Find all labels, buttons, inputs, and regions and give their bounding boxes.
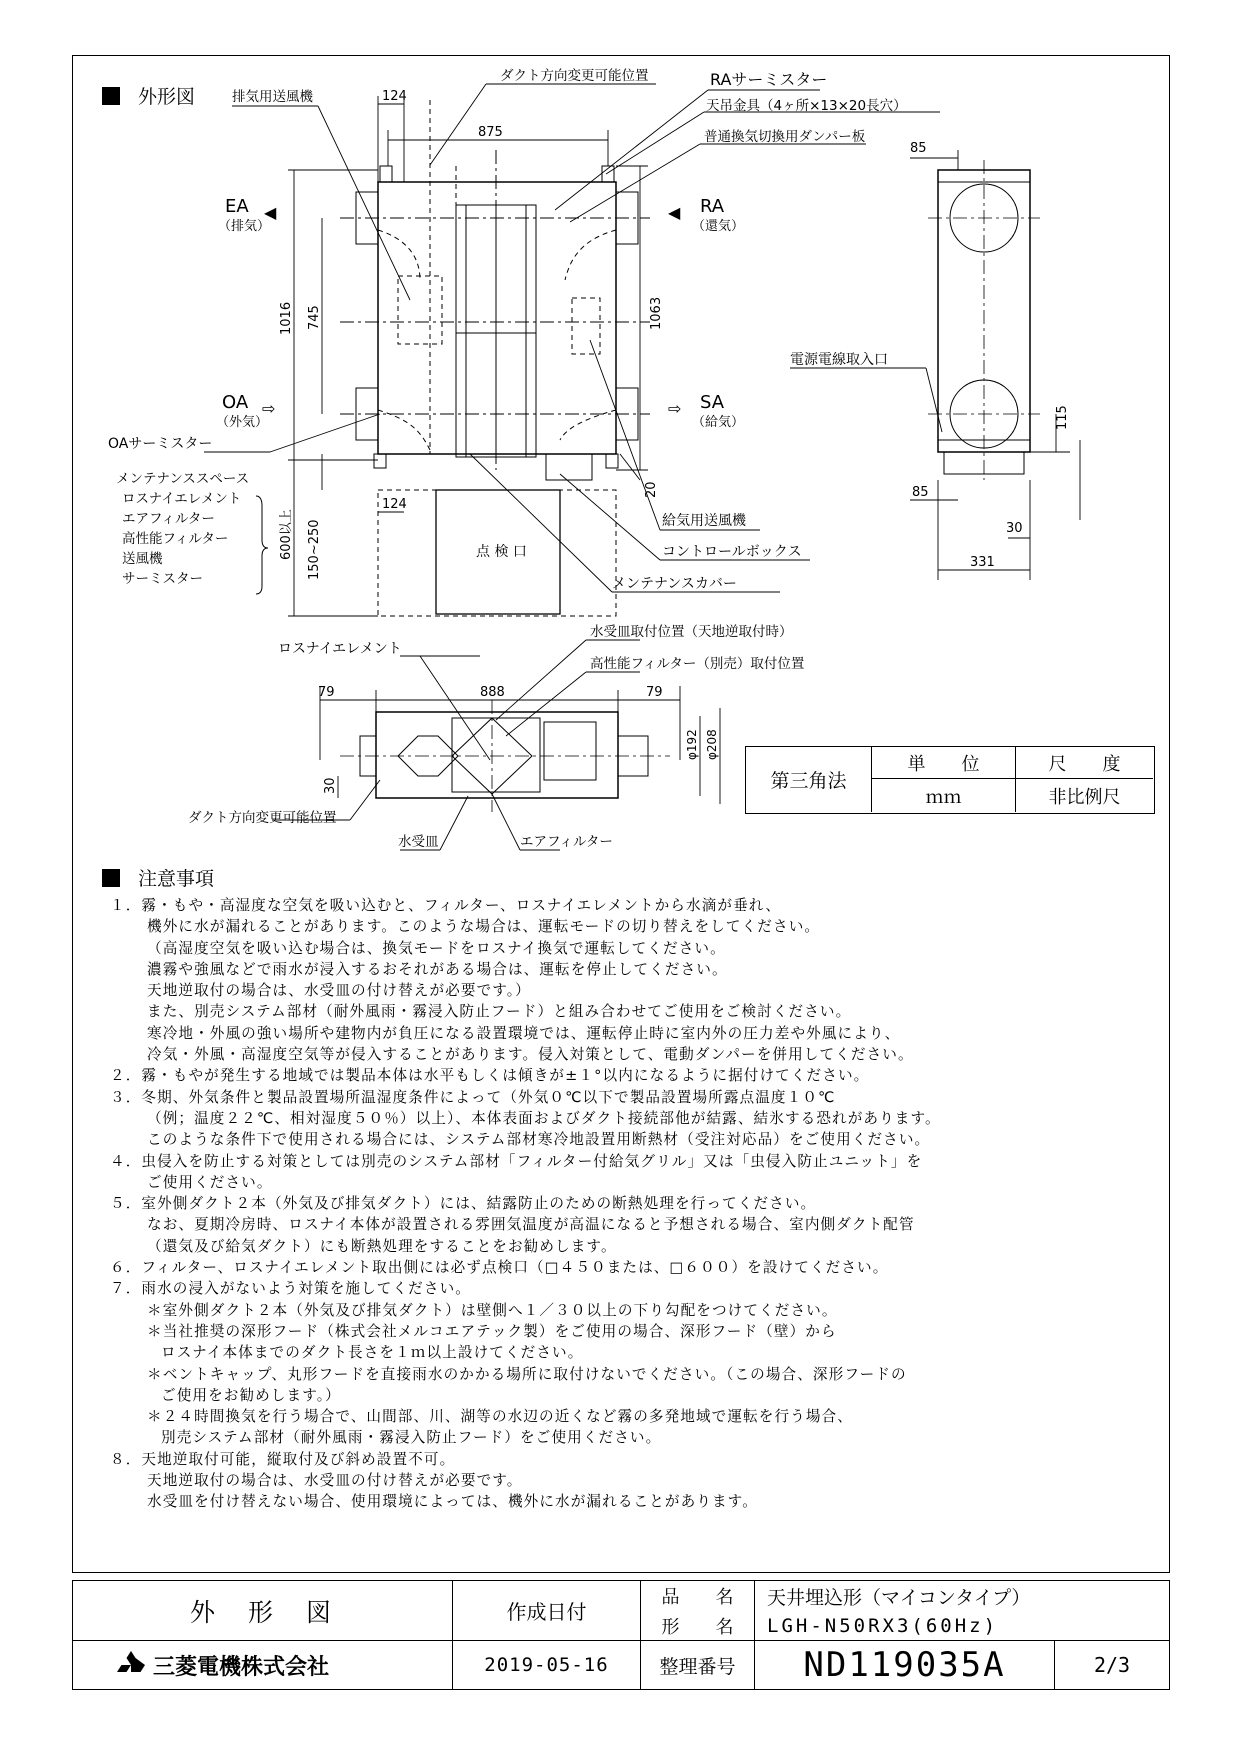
- dim-20: 20: [644, 481, 659, 498]
- ref-value: ND119035A: [755, 1641, 1055, 1689]
- note-line: ＊室外側ダクト２本（外気及び排気ダクト）は壁側へ１／３０以上の下り勾配をつけてください。: [147, 1301, 838, 1319]
- note-line: なお、夏期冷房時、ロスナイ本体が設置される雰囲気温度が高温になると予想される場合、室内側ダクト配管: [147, 1216, 915, 1234]
- unit-body-top-view: [378, 182, 616, 454]
- note-line: 機外に水が漏れることがあります。このような場合は、運転モードの切り替えをしてください。: [147, 918, 821, 936]
- section-marker-icon: [102, 869, 120, 887]
- note-line: ５．室外側ダクト２本（外気及び排気ダクト）には、結露防止のための断熱処理を行ってください。: [110, 1195, 817, 1213]
- dim-1063: 1063: [649, 296, 664, 330]
- ea-label: EA: [225, 196, 249, 217]
- note-line: ３．冬期、外気条件と製品設置場所温湿度条件によって（外気０℃以下で製品設置場所露点温度１０℃: [110, 1088, 836, 1106]
- dim-30-front: 30: [323, 777, 338, 794]
- note-line: （例；温度２２℃、相対湿度５０％）以上）、本体表面およびダクト接続部他が結露、結氷する恐れがあります。: [147, 1109, 941, 1127]
- damper-plate-label: 普通換気切換用ダンパー板: [704, 129, 866, 145]
- projection-table: [745, 746, 1155, 814]
- ref-label: 整理番号: [641, 1641, 755, 1689]
- dim-124-top: 124: [382, 89, 407, 104]
- ea-arrow-icon: ◀: [264, 203, 277, 222]
- oa-sub-label: （外気）: [216, 415, 269, 430]
- oa-arrow-icon: ⇨: [262, 399, 276, 418]
- oa-label: OA: [222, 392, 249, 413]
- ra-thermistor-label: RAサーミスター: [710, 70, 828, 89]
- svg-text:高性能フィルター: 高性能フィルター: [122, 531, 229, 547]
- control-box-label: コントロールボックス: [662, 544, 802, 560]
- note-line: 冷気・外風・高湿度空気等が侵入することがあります。侵入対策として、電動ダンパーを併用してください。: [147, 1046, 914, 1064]
- bracket-bl: [374, 454, 386, 468]
- note-line: （高湿度空気を吸い込む場合は、換気モードをロスナイ換気で運転してください。: [147, 939, 726, 957]
- mitsubishi-logo-icon: [115, 1651, 147, 1679]
- dim-875: 875: [478, 125, 503, 140]
- ceiling-bracket-label: 天吊金具（4ヶ所×13×20長穴）: [706, 98, 907, 114]
- dim-124-mid: 124: [382, 497, 407, 512]
- dim-888: 888: [480, 685, 505, 700]
- drain-pan-position-label: 水受皿取付位置（天地逆取付時）: [590, 624, 793, 640]
- title-block: [72, 1580, 1170, 1690]
- note-line: このような条件下で使用される場合には、システム部材寒冷地設置用断熱材（受注対応品）をご使用ください。: [147, 1131, 931, 1149]
- supply-fan-label: 給気用送風機: [662, 513, 746, 529]
- ea-sub-label: （排気）: [218, 219, 271, 234]
- svg-text:サーミスター: サーミスター: [122, 571, 203, 587]
- dim-30-side: 30: [1006, 521, 1023, 536]
- sa-arrow-icon: ⇨: [668, 399, 682, 418]
- note-line: ＊当社推奨の深形フード（株式会社メルコエアテック製）をご使用の場合、深形フード（壁）から: [147, 1322, 837, 1340]
- ra-arrow-icon: ◀: [668, 203, 681, 222]
- notes-list: [110, 895, 1150, 1513]
- note-line: 濃霧や強風などで雨水が浸入するおそれがある場合は、運転を停止してください。: [147, 960, 728, 978]
- note-line: 天地逆取付の場合は、水受皿の付け替えが必要です。）: [147, 982, 531, 1000]
- svg-text:ロスナイエレメント: ロスナイエレメント: [122, 491, 242, 507]
- dim-331: 331: [970, 555, 995, 570]
- oa-thermistor-label: OAサーミスター: [108, 436, 213, 452]
- dim-79-left: 79: [318, 685, 335, 700]
- unit-label: 単 位: [872, 747, 1016, 779]
- air-filter-label: エアフィルター: [520, 834, 613, 850]
- duct-direction-label-top: ダクト方向変更可能位置: [500, 68, 649, 84]
- dim-phi192: φ192: [685, 729, 699, 760]
- maintenance-cover-label: メンテナンスカバー: [612, 576, 737, 592]
- dim-115: 115: [1055, 405, 1070, 430]
- front-fan-box: [544, 722, 596, 780]
- scale-label: 尺 度: [1016, 747, 1153, 779]
- dim-600: 600以上: [279, 509, 294, 560]
- bracket-tl: [380, 166, 392, 182]
- notes-title: 注意事項: [138, 868, 215, 890]
- ra-label: RA: [700, 196, 725, 217]
- page-number: 2/3: [1093, 1653, 1131, 1677]
- outline-title: 外形図: [138, 86, 196, 108]
- duct-direction-label-bottom: ダクト方向変更可能位置: [188, 810, 337, 826]
- dim-745: 745: [307, 305, 322, 330]
- model-value: LGH-N50RX3(60Hz): [755, 1611, 1169, 1641]
- note-line: １．霧・もや・高湿度な空気を吸い込むと、フィルター、ロスナイエレメントから水滴が垂れ、: [110, 897, 782, 914]
- scale-value: 非比例尺: [1048, 786, 1121, 808]
- hepa-filter-position-label: 高性能フィルター（別売）取付位置: [590, 656, 805, 672]
- doc-title: 外 形 図: [73, 1581, 453, 1641]
- ra-sub-label: （還気）: [692, 219, 745, 234]
- dim-1016: 1016: [279, 301, 294, 335]
- note-line: ７．雨水の浸入がないよう対策を施してください。: [110, 1280, 471, 1298]
- dim-150-250: 150~250: [307, 519, 322, 580]
- dim-85-top: 85: [910, 141, 927, 156]
- note-line: ４．虫侵入を防止する対策としては別売のシステム部材「フィルター付給気グリル」又は「虫侵入防止ユニット」を: [110, 1152, 923, 1170]
- note-line: （還気及び給気ダクト）にも断熱処理をすることをお勧めします。: [147, 1237, 617, 1255]
- unit-value: ｍｍ: [872, 779, 1016, 812]
- exhaust-fan-label: 排気用送風機: [232, 89, 313, 105]
- note-line: また、別売システム部材（耐外風雨・霧浸入防止フード）と組み合わせてご使用をご検討ください。: [147, 1003, 852, 1021]
- drain-pan-label: 水受皿: [398, 834, 439, 850]
- svg-text:エアフィルター: エアフィルター: [122, 511, 215, 527]
- note-line: ＊２４時間換気を行う場合で、山間部、川、湖等の水辺の近くなど霧の多発地域で運転を行う場合、: [147, 1408, 853, 1426]
- note-line: ご使用をお勧めします。）: [161, 1386, 341, 1404]
- sa-label: SA: [700, 392, 725, 413]
- svg-text:メンテナンススペース: メンテナンススペース: [116, 471, 250, 487]
- product-label: 品 名: [641, 1581, 755, 1611]
- note-line: ８．天地逆取付可能，縦取付及び斜め設置不可。: [110, 1450, 456, 1468]
- note-line: 天地逆取付の場合は、水受皿の付け替えが必要です。: [147, 1472, 523, 1490]
- lossnay-element-label: ロスナイエレメント: [278, 641, 402, 657]
- company-block: [73, 1641, 453, 1689]
- note-line: ２．霧・もやが発生する地域では製品本体は水平もしくは傾きが±１°以内になるように据付けてください。: [110, 1067, 870, 1085]
- svg-text:送風機: 送風機: [122, 551, 163, 567]
- dim-79-right: 79: [646, 685, 663, 700]
- note-line: ＊ベントキャップ、丸形フードを直接雨水のかかる場所に取付けないでください。（この場合、深形フードの: [147, 1365, 907, 1383]
- note-line: ６．フィルター、ロスナイエレメント取出側には必ず点検口（□４５０または、□６００）を設けてください。: [110, 1259, 889, 1277]
- note-line: 水受皿を付け替えない場合、使用環境によっては、機外に水が漏れることがあります。: [147, 1493, 758, 1511]
- note-line: 別売システム部材（耐外風雨・霧浸入防止フード）をご使用ください。: [161, 1429, 662, 1447]
- exhaust-fan-outline: [398, 276, 442, 344]
- supply-fan-outline: [572, 298, 600, 354]
- notes-section-heading: [102, 864, 214, 891]
- unit-body-front-view: [376, 712, 618, 798]
- bracket-br: [606, 454, 618, 468]
- dim-phi208: φ208: [705, 729, 719, 760]
- projection-method: 第三角法: [746, 747, 872, 812]
- note-line: ロスナイ本体までのダクト長さを１ｍ以上設けてください。: [161, 1344, 584, 1362]
- maintenance-space-list: [116, 471, 249, 587]
- note-line: ご使用ください。: [147, 1173, 273, 1191]
- note-line: 寒冷地・外風の強い場所や建物内が負圧になる設置環境では、運転停止時に室内外の圧力差や外風により、: [147, 1024, 901, 1042]
- created-label: 作成日付: [453, 1581, 641, 1641]
- inspection-port-label: 点 検 口: [476, 544, 527, 560]
- product-value: 天井埋込形（マイコンタイプ）: [767, 1586, 1031, 1609]
- power-entry-label: 電源電線取入口: [790, 352, 888, 368]
- control-box: [546, 454, 592, 480]
- model-label: 形 名: [641, 1611, 755, 1641]
- sa-sub-label: （給気）: [692, 415, 745, 430]
- company-name: 三菱電機株式会社: [153, 1654, 330, 1680]
- created-date: 2019-05-16: [453, 1641, 641, 1689]
- front-core-area: [452, 718, 540, 792]
- dim-85-bottom: 85: [912, 485, 929, 500]
